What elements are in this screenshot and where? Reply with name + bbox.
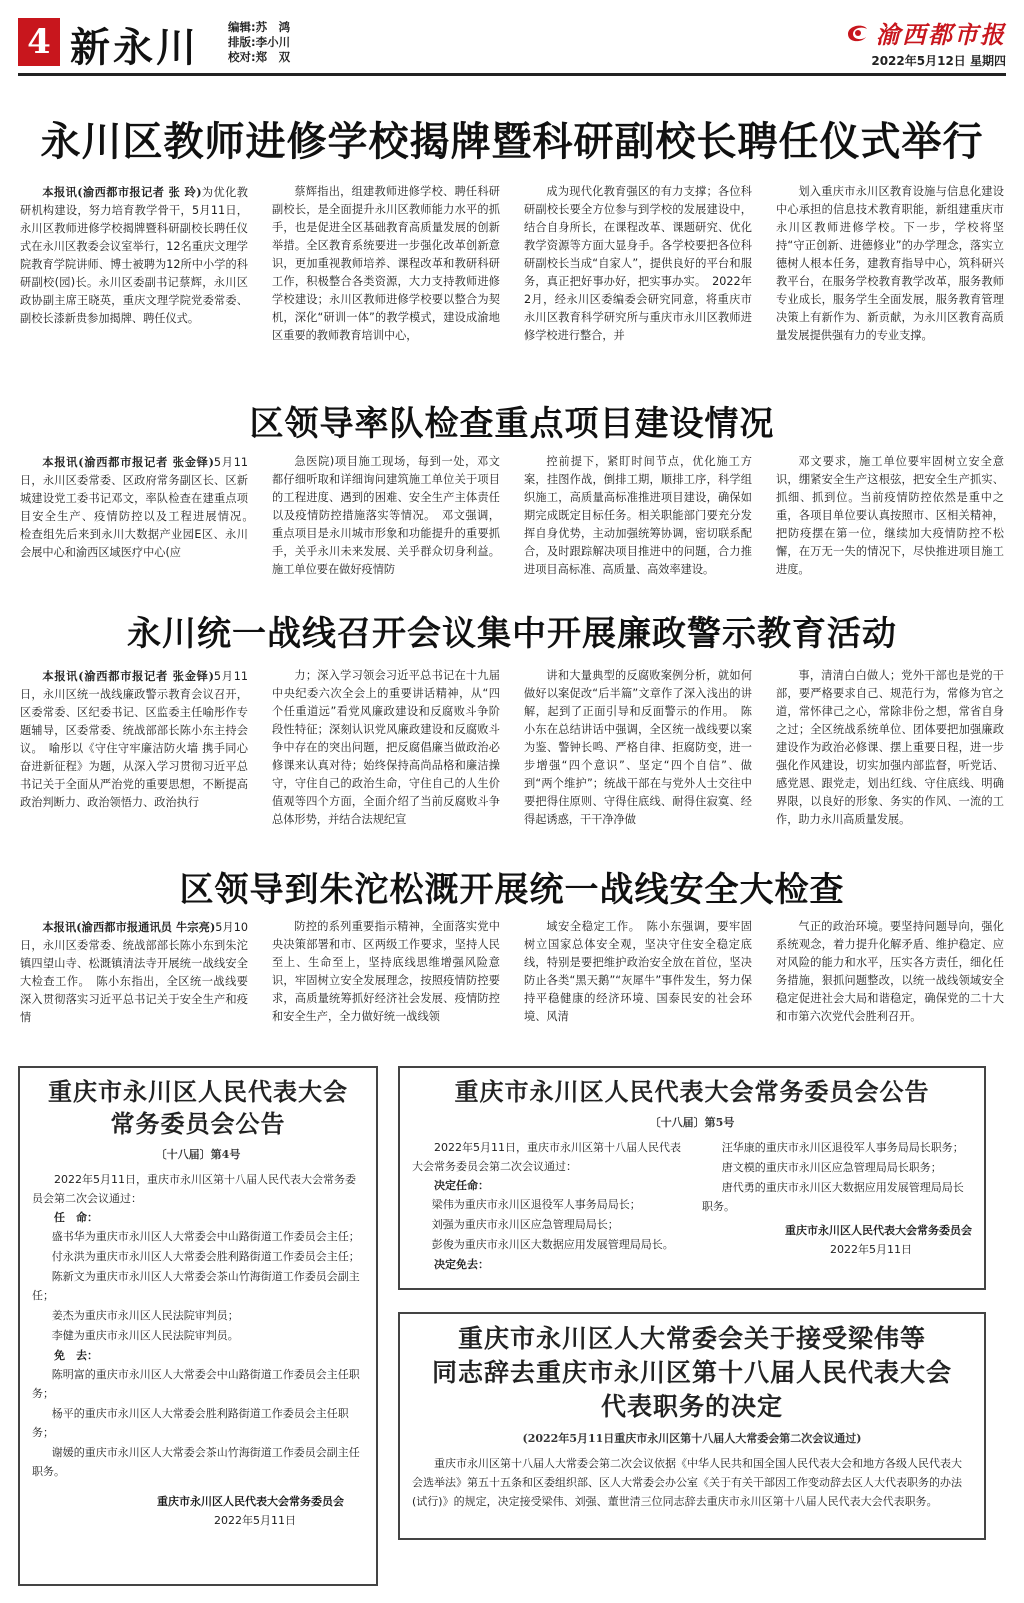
notice-4-signature: 重庆市永川区人民代表大会常务委员会 — [157, 1495, 344, 1508]
masthead-rule — [18, 73, 1006, 76]
issue-date: 2022年5月12日 星期四 — [871, 54, 1006, 68]
logo-swirl-icon — [844, 20, 870, 44]
article-4-col-4 — [776, 918, 1004, 1026]
article-1-text-2: 蔡辉指出，组建教师进修学校、聘任科研副校长，是全面提升永川区教师能力水平的抓手，也是促进全区基础教育高质量发展的创新举措。全区教育系统要进一步强化改革创新意识，更加重视教师培养、课程改革和教研科研工作，积极整合各类资源，大力支持教师进修学校建设；永川区教师进修学校要以整合为契机，深化“研训一体”的教学模式，建设成渝地区重要的教师教育培训中心， — [272, 185, 500, 342]
article-2-text-4: 邓文要求，施工单位要牢固树立安全意识，绷紧安全生产这根弦，把安全生产抓实、抓细、抓到位。当前疫情防控依然是重中之重，各项目单位要认真按照市、区相关精神，把防疫摆在第一位，继续加大疫情防控不松懈，在万无一失的情况下，尽快推进项目施工进度。 — [776, 455, 1004, 576]
article-2-text-1: 5月11日，永川区委常委、区政府常务副区长、区新城建设党工委书记邓文，率队检查在建重点项目安全生产、疫情防控以及工程进展情况。 检查组先后来到永川大数据产业园E区、永川会展中心和渝西区域医疗中心(应 — [20, 456, 260, 559]
newspaper-logo — [844, 18, 1006, 49]
article-3-col-2 — [272, 667, 500, 832]
notice-5-body — [412, 1138, 972, 1274]
article-3-col-1 — [20, 667, 248, 832]
decision-title-line-1: 重庆市永川区人大常委会关于接受梁伟等 — [457, 1324, 926, 1353]
notice-4-session: 〔十八届〕第4号 — [155, 1148, 241, 1161]
article-4-text-2: 防控的系列重要指示精神，全面落实党中央决策部署和市、区两级工作要求，坚持人民至上、生命至上，坚持底线思维增强风险意识，牢固树立安全发展理念，按照疫情防控要求，高质量统筹抓好经济社会发展、疫情防控和安全生产，全力做好统一战线领 — [272, 920, 500, 1023]
decision-title-line-2: 同志辞去重庆市永川区第十八届人民代表大会 — [431, 1358, 952, 1387]
decision-subtitle: (2022年5月11日重庆市永川区第十八届人大常委会第二次会议通过) — [522, 1432, 862, 1445]
layout-line: 排版:李小川 — [228, 35, 291, 49]
notice-5-remove-item: 唐文模的重庆市永川区应急管理局局长职务； — [721, 1161, 942, 1174]
notice-4-title-line-2: 常务委员会公告 — [110, 1109, 286, 1138]
notice-5-col-right — [702, 1138, 972, 1274]
article-1-text-1: 为优化教研机构建设，努力培育教学骨干，5月11日，永川区教师进修学校揭牌暨科研副校长聘任仪式在永川区教委会议室举行，12名重庆文理学院教育学院讲师、博士被聘为12所中小学的科研副校(园)长。永川区委副书记蔡辉，永川区政协副主席王晓英，重庆文理学院党委常委、副校长漆新贵参加揭牌、聘任仪式。 — [20, 186, 248, 325]
article-1-byline: 本报讯(渝西都市报记者 张 玲) — [42, 185, 202, 199]
article-3-byline: 本报讯(渝西都市报记者 张金铎) — [42, 669, 214, 683]
editor-line: 编辑:苏 鸿 — [228, 20, 291, 34]
article-4-col-2 — [272, 918, 500, 1026]
article-4-col-3 — [524, 918, 752, 1026]
notice-4-date: 2022年5月11日 — [214, 1514, 296, 1527]
notice-4-appoint-item: 李健为重庆市永川区人民法院审判员。 — [51, 1329, 239, 1342]
notice-4-remove-item: 陈明富的重庆市永川区人大常委会中山路街道工作委员会主任职务； — [32, 1368, 360, 1400]
notice-5-remove-label: 决定免去： — [434, 1258, 489, 1271]
notice-5-date: 2022年5月11日 — [830, 1243, 912, 1256]
decision-body: 重庆市永川区第十八届人大常委会第二次会议依据《中华人民共和国全国人民代表大会和地方各级人民代表大会选举法》第五十五条和区委组织部、区人大常委会办公室《关于有关干部因工作变动辞去区人大代表职务的办法(试行)》的规定，决定接受梁伟、刘强、董世清三位同志辞去重庆市永川区第十八届人民代表大会代表职务。 — [412, 1457, 962, 1508]
page-name: 新永川 — [70, 24, 199, 71]
notice-4-body — [32, 1170, 364, 1482]
notice-5-remove-item: 唐代勇的重庆市永川区大数据应用发展管理局局长职务。 — [702, 1181, 964, 1213]
masthead — [18, 14, 1006, 72]
notice-5-box — [398, 1066, 986, 1290]
decision-box — [398, 1312, 986, 1540]
article-4-body — [20, 918, 1004, 1026]
notice-4-appoint-item: 姜杰为重庆市永川区人民法院审判员； — [51, 1309, 239, 1322]
article-4-text-1: 5月10日，永川区委常委、统战部部长陈小东到朱沱镇四望山寺、松溉镇清法寺开展统一战线安全大检查工作。 陈小东指出，全区统一战线要深入贯彻落实习近平总书记关于安全生产和疫情 — [20, 921, 248, 1024]
article-4-col-1 — [20, 918, 248, 1026]
notice-5-remove-item: 汪华康的重庆市永川区退役军人事务局局长职务； — [721, 1141, 964, 1154]
article-3-col-3 — [524, 667, 752, 832]
notice-4-remove-label: 免 去： — [54, 1349, 98, 1362]
notice-4-intro: 2022年5月11日，重庆市永川区第十八届人民代表大会常务委员会第二次会议通过： — [32, 1173, 356, 1205]
notice-5-session: 〔十八届〕第5号 — [649, 1116, 735, 1129]
article-2-col-1 — [20, 453, 260, 581]
article-2-headline: 区领导率队检查重点项目建设情况 — [249, 404, 775, 444]
editor-credits — [228, 20, 290, 65]
article-1-col-3 — [524, 183, 752, 355]
notice-4-appoint-item: 陈新文为重庆市永川区人大常委会茶山竹海街道工作委员会副主任； — [32, 1270, 360, 1302]
decision-title-line-3: 代表职务的决定 — [600, 1392, 783, 1421]
article-4-text-3: 域安全稳定工作。 陈小东强调，要牢固树立国家总体安全观，坚决守住安全稳定底线，特别是要把维护政治安全放在首位，坚决防止各类“黑天鹅”“灰犀牛”事件发生，努力保持平稳健康的经济环境、国泰民安的社会环境、风清 — [524, 920, 752, 1023]
article-1-headline: 永川区教师进修学校揭牌暨科研副校长聘任仪式举行 — [40, 119, 984, 165]
article-2-col-4 — [776, 453, 1004, 581]
article-1-text-3: 成为现代化教育强区的有力支撑；各位科研副校长要全方位参与到学校的发展建设中，结合自身所长，在课程改革、课题研究、优化教学资源等方面大显身手。各学校要把各位科研副校长当成“自家人”，提供良好的平台和服务，真正把好事办好，把实事办实。 2022年2月，经永川区委编委会研究同意，将重庆市永川区教育科学研究所与重庆市永川区教师进修学校进行整合，并 — [524, 185, 752, 342]
notice-5-appoint-item: 彭俊为重庆市永川区大数据应用发展管理局局长。 — [431, 1238, 674, 1251]
article-4-headline: 区领导到朱沱松溉开展统一战线安全大检查 — [179, 870, 845, 910]
notice-5-appoint-item: 刘强为重庆市永川区应急管理局局长； — [431, 1218, 619, 1231]
notice-5-col-left — [412, 1138, 682, 1274]
article-1-col-4 — [776, 183, 1004, 355]
notice-4-title-line-1: 重庆市永川区人民代表大会 — [48, 1077, 348, 1106]
notice-5-signature: 重庆市永川区人民代表大会常务委员会 — [785, 1224, 972, 1237]
article-3-headline: 永川统一战线召开会议集中开展廉政警示教育活动 — [127, 614, 897, 654]
notice-4-remove-item: 杨平的重庆市永川区人大常委会胜利路街道工作委员会主任职务； — [32, 1407, 349, 1439]
notice-5-title: 重庆市永川区人民代表大会常务委员会公告 — [454, 1077, 930, 1106]
logo-text: 渝西都市报 — [876, 19, 1006, 49]
article-2-col-3 — [524, 453, 752, 581]
article-1-text-4: 划入重庆市永川区教育设施与信息化建设中心承担的信息技术教育职能，新组建重庆市永川区教师进修学校。下一步，学校将坚持“守正创新、进德修业”的办学理念，落实立德树人根本任务，建教育指导中心，筑科研兴教平台，在服务学校教育教学改革，服务教师专业成长，服务学生全面发展，服务教育管理决策上有新作为、新贡献，为永川区教育高质量发展提供强有力的专业支撑。 — [776, 185, 1004, 342]
notice-4-remove-item: 谢媛的重庆市永川区人大常委会茶山竹海街道工作委员会副主任职务。 — [32, 1446, 360, 1478]
notice-4-appoint-label: 任 命： — [54, 1211, 98, 1224]
article-3-text-1: 5月11日，永川区统一战线廉政警示教育会议召开，区委常委、区纪委书记、区监委主任喻彤作专题辅导，区委常委、统战部部长陈小东主持会议。 喻彤以《守住守牢廉洁防火墙 携手同心奋进新征程》为题，从深入学习贯彻习近平总书记关于全面从严治党的重要思想，不断提高政治判断力、政治领悟力、政治执行 — [20, 670, 248, 809]
article-3-text-4: 事，清清白白做人；党外干部也是党的干部，要严格要求自己、规范行为，常修为官之道，常怀律己之心，常除非份之想，常省自身之过；全区统战系统单位、团体要把加强廉政建设作为政治必修课、摆上重要日程，进一步强化作风建设，切实加强内部监督，听党话、感党恩、跟党走，划出红线、守住底线、明确界限，以良好的形象、务实的作风、一流的工作，助力永川高质量发展。 — [776, 669, 1004, 826]
page-number: 4 — [18, 18, 60, 66]
article-2-byline: 本报讯(渝西都市报记者 张金铎) — [42, 455, 214, 469]
proof-line: 校对:郑 双 — [228, 50, 291, 64]
article-2-body — [20, 453, 1004, 581]
article-3-body — [20, 667, 1004, 832]
article-4-byline: 本报讯(渝西都市报通讯员 牛宗亮) — [42, 920, 216, 934]
article-1-body — [20, 183, 1004, 355]
notice-5-appoint-item: 梁伟为重庆市永川区退役军人事务局局长； — [431, 1198, 641, 1211]
article-2-text-2: 急医院)项目施工现场，每到一处，邓文都仔细听取和详细询问建筑施工单位关于项目的工程进度、遇到的困难、安全生产主体责任以及疫情防控措施落实等情况。 邓文强调，重点项目是永川城市形象和功能提升的重要抓手，关乎永川未来发展、关乎群众切身利益。施工单位要在做好疫情防 — [272, 455, 500, 576]
article-1-col-1 — [20, 183, 248, 355]
notice-5-intro: 2022年5月11日，重庆市永川区第十八届人民代表大会常务委员会第二次会议通过： — [412, 1141, 681, 1173]
article-2-text-3: 控前提下，紧盯时间节点，优化施工方案，挂图作战，倒排工期，顺排工序，科学组织施工，高质量高标准推进项目建设，确保如期完成既定目标任务。相关职能部门要充分发挥自身优势，主动加强统筹协调，密切联系配合，及时跟踪解决项目推进中的问题，合力推进项目高标准、高质量、高效率建设。 — [524, 455, 752, 576]
article-1-col-2 — [272, 183, 500, 355]
article-2-col-2 — [272, 453, 500, 581]
notice-4-appoint-item: 盛书华为重庆市永川区人大常委会中山路街道工作委员会主任； — [51, 1230, 360, 1243]
article-3-text-2: 力；深入学习领会习近平总书记在十九届中央纪委六次全会上的重要讲话精神，从“四个任重道远”看党风廉政建设和反腐败斗争阶段性特征；深刻认识党风廉政建设和反腐败斗争中存在的突出问题，把反腐倡廉当做政治必修课来认真对待；始终保持高尚品格和廉洁操守，守住自己的政治生命，守住自己的人生价值观等四个方面，全面介绍了当前反腐败斗争总体形势，并结合法规纪宣 — [272, 669, 500, 826]
article-3-col-4 — [776, 667, 1004, 832]
notice-4-box — [18, 1066, 378, 1586]
article-3-text-3: 讲和大量典型的反腐败案例分析，就如何做好以案促改“后半篇”文章作了深入浅出的讲解，起到了正面引导和反面警示的作用。 陈小东在总结讲话中强调，全区统一战线要以案为鉴、警钟长鸣、严格自律、拒腐防变，进一步增强“四个意识”、坚定“四个自信”、做到“两个维护”；统战干部在与党外人士交往中要把得住原则、守得住底线、耐得住寂寞、经得起诱惑，干干净净做 — [524, 669, 752, 826]
notice-4-appoint-item: 付永洪为重庆市永川区人大常委会胜利路街道工作委员会主任； — [51, 1250, 360, 1263]
notice-5-appoint-label: 决定任命： — [434, 1179, 489, 1192]
article-4-text-4: 气正的政治环境。要坚持问题导向，强化系统观念，着力提升化解矛盾、维护稳定、应对风险的能力和水平，压实各方责任，细化任务措施，狠抓问题整改，以统一战线领域安全稳定促进社会大局和谐稳定，确保党的二十大和市第六次党代会胜利召开。 — [776, 920, 1004, 1023]
